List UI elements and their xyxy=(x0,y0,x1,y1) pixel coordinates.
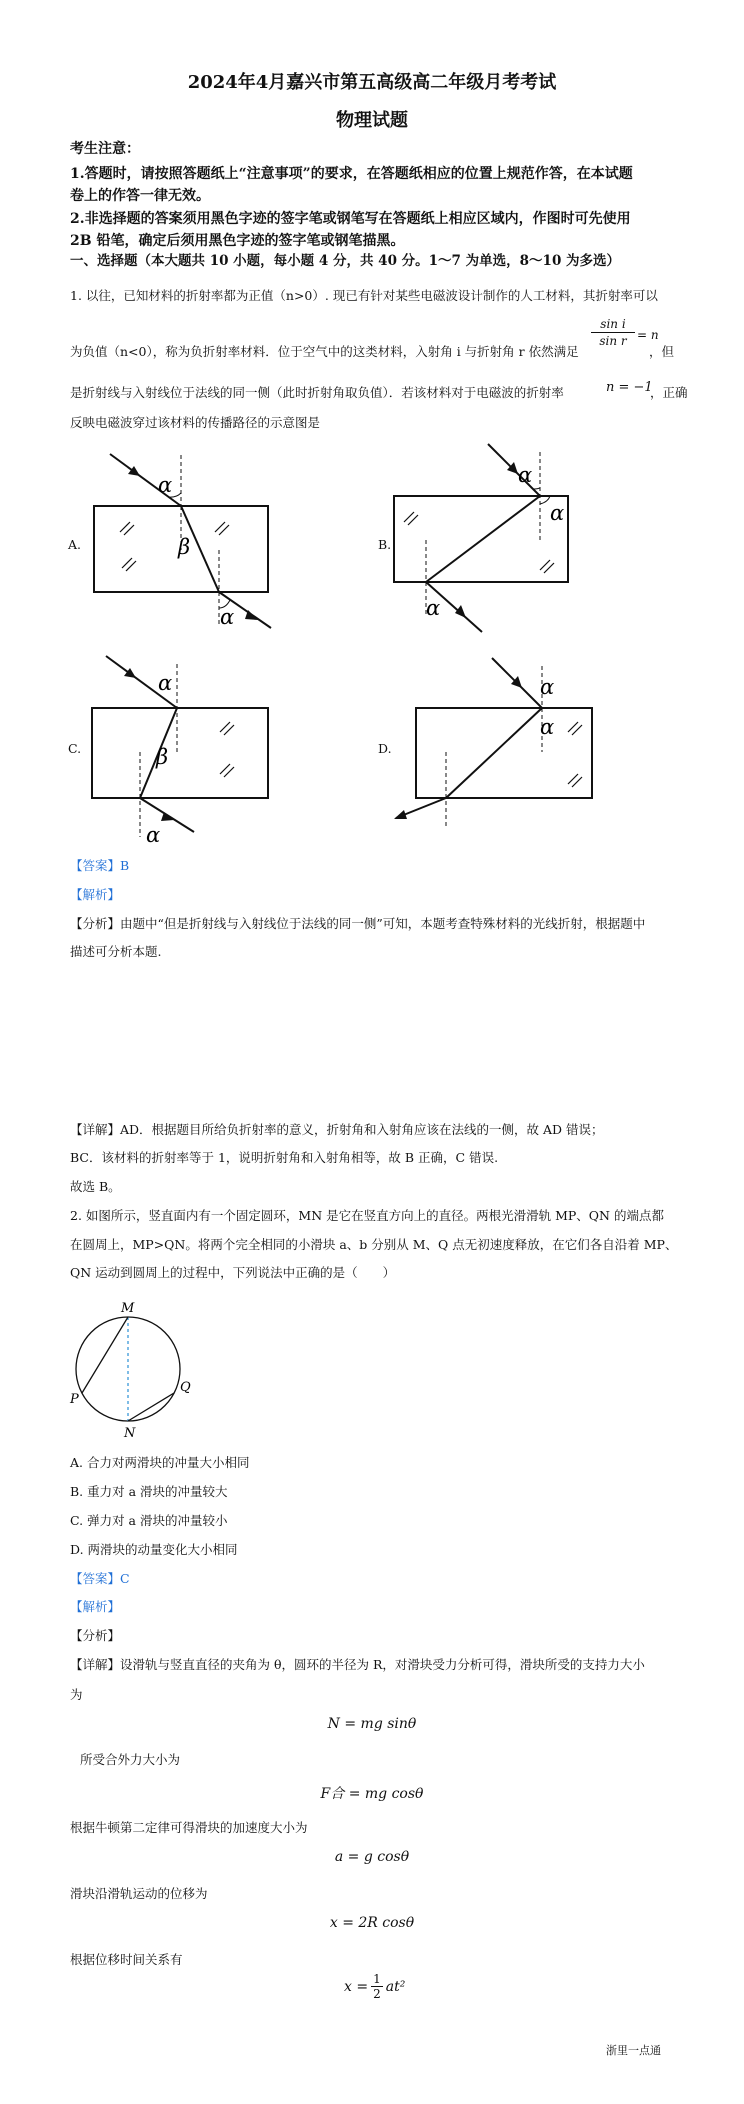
label-p: P xyxy=(70,1392,79,1407)
q1-line2a: 为负值（n<0），称为负折射率材料．位于空气中的这类材料，入射角 i 与折射角 r 依然满足 xyxy=(70,344,579,359)
q2-eq5-num: 1 xyxy=(373,1972,381,1986)
q1-detail-line1: 【详解】AD．根据题目所给负折射率的意义，折射角和入射角应该在法线的一侧，故 AD 错误； xyxy=(70,1122,604,1137)
q2-eq2: F合 = mg cosθ xyxy=(320,1786,424,1802)
footer-brand: 浙里一点通 xyxy=(606,2044,661,2057)
q1-diagram-d xyxy=(390,652,600,842)
label-m: M xyxy=(121,1301,135,1316)
material-block xyxy=(394,496,568,582)
q2-text-he: 所受合外力大小为 xyxy=(80,1752,181,1767)
beta-label: β xyxy=(178,535,191,559)
arrow-icon xyxy=(455,605,466,618)
q2-eq5-left: x = xyxy=(344,1978,369,1995)
material-block xyxy=(416,708,592,798)
hatch-marks xyxy=(220,722,234,777)
ring xyxy=(76,1317,180,1421)
q1-answer: 【答案】B xyxy=(70,858,130,873)
q2-eq5-right: at² xyxy=(385,1978,406,1995)
alpha-label: α xyxy=(220,605,235,629)
notice-item1-line2: 卷上的作答一律无效。 xyxy=(70,188,210,204)
q2-option-a: A. 合力对两滑块的冲量大小相同 xyxy=(70,1455,250,1470)
q1-fenxi-line2: 描述可分析本题. xyxy=(70,944,162,959)
hatch-marks xyxy=(120,522,229,571)
refracted-ray xyxy=(446,708,542,798)
track-mp xyxy=(82,1317,128,1393)
exam-title: 2024年4月嘉兴市第五高级高二年级月考考试 xyxy=(187,72,557,93)
beta-label: β xyxy=(156,745,169,769)
q1-diagram-b xyxy=(390,440,600,640)
q2-eq3: a = g cosθ xyxy=(334,1849,410,1865)
q2-eq4: x = 2R cosθ xyxy=(329,1915,415,1931)
q1-option-d-label: D. xyxy=(378,741,392,756)
alpha-label: α xyxy=(158,671,173,695)
label-n: N xyxy=(124,1426,136,1441)
refracted-ray xyxy=(426,496,540,582)
q1-detail-line3: 故选 B。 xyxy=(70,1179,121,1194)
alpha-label: α xyxy=(540,675,555,699)
q2-eq5-den: 2 xyxy=(373,1987,381,2001)
notice-heading: 考生注意： xyxy=(70,141,140,157)
q1-option-b-label: B. xyxy=(378,537,392,552)
hatch-marks xyxy=(568,722,582,787)
material-block xyxy=(92,708,268,798)
q2-line1: 2. 如图所示，竖直面内有一个固定圆环，MN 是它在竖直方向上的直径。两根光滑滑轨 MP、QN 的端点都 xyxy=(70,1208,664,1223)
track-qn xyxy=(128,1393,174,1421)
q1-line3-n: n = −1 xyxy=(606,380,653,395)
q1-detail-line2: BC．该材料的折射率等于 1，说明折射角和入射角相等，故 B 正确，C 错误. xyxy=(70,1150,499,1165)
alpha-label: α xyxy=(540,715,555,739)
q1-line4: 反映电磁波穿过该材料的传播路径的示意图是 xyxy=(70,415,321,430)
alpha-label: α xyxy=(550,501,565,525)
q2-detail-line1: 【详解】设滑轨与竖直直径的夹角为 θ，圆环的半径为 R，对滑块受力分析可得，滑块所受的支持力大小 xyxy=(70,1657,645,1672)
q2-fenxi: 【分析】 xyxy=(70,1628,121,1643)
q2-option-b: B. 重力对 a 滑块的冲量较大 xyxy=(70,1484,228,1499)
q2-line2: 在圆周上，MP>QN。将两个完全相同的小滑块 a、b 分别从 M、Q 点无初速度释放，在它们各自沿着 MP、 xyxy=(70,1237,678,1252)
q1-option-c-label: C. xyxy=(68,741,82,756)
q1-option-a-label: A. xyxy=(68,537,82,552)
q1-diagram-a xyxy=(90,450,300,640)
alpha-label: α xyxy=(426,596,441,620)
q2-answer: 【答案】C xyxy=(70,1571,130,1586)
angle-arc xyxy=(540,496,550,504)
angle-arc xyxy=(531,488,540,489)
q1-line1: 1. 以往，已知材料的折射率都为正值（n>0）. 现已有针对某些电磁波设计制作的人工材料，其折射率可以 xyxy=(70,288,658,303)
q2-text-time: 根据位移时间关系有 xyxy=(70,1952,183,1967)
q2-line3: QN 运动到圆周上的过程中，下列说法中正确的是（ ） xyxy=(70,1265,396,1280)
q2-option-d: D. 两滑块的动量变化大小相同 xyxy=(70,1542,238,1557)
q2-eq5-fraction xyxy=(371,1972,383,2001)
exam-subtitle: 物理试题 xyxy=(336,110,408,131)
q2-eq1: N = mg sinθ xyxy=(327,1716,417,1732)
notice-item2-line2: 2B 铅笔，确定后须用黑色字迹的签字笔或钢笔描黑。 xyxy=(70,233,405,249)
section1-heading: 一、选择题（本大题共 10 小题，每小题 4 分，共 40 分。1～7 为单选，8～10 为多选） xyxy=(70,253,621,269)
arrow-icon xyxy=(394,810,407,819)
q1-frac-num: sin i xyxy=(591,317,635,333)
notice-item2-line1: 2.非选择题的答案须用黑色字迹的签字笔或钢笔写在答题纸上相应区域内，作图时可先使用 xyxy=(70,211,631,227)
q2-circle-figure xyxy=(62,1295,212,1445)
q1-fenxi-line1: 【分析】由题中“但是折射线与入射线位于法线的同一侧”可知，本题考查特殊材料的光线折射，根据题中 xyxy=(70,916,646,931)
notice-item1-line1: 1.答题时，请按照答题纸上“注意事项”的要求，在答题纸相应的位置上规范作答，在本试题 xyxy=(70,166,633,182)
q2-eq5 xyxy=(344,1972,405,2001)
q1-analysis-tag: 【解析】 xyxy=(70,887,121,902)
alpha-label: α xyxy=(518,463,533,487)
label-q: Q xyxy=(180,1380,191,1395)
q1-line2b: ，但 xyxy=(649,344,675,359)
q2-analysis-tag: 【解析】 xyxy=(70,1599,121,1614)
q2-text-disp: 滑块沿滑轨运动的位移为 xyxy=(70,1886,208,1901)
q1-frac-den: sin r xyxy=(599,334,627,348)
q1-fraction xyxy=(591,317,635,348)
q1-frac-eq: = n xyxy=(637,328,659,342)
q2-detail-line2: 为 xyxy=(70,1687,83,1702)
q1-line3a: 是折射线与入射线位于法线的同一侧（此时折射角取负值）．若该材料对于电磁波的折射率 xyxy=(70,385,564,400)
q1-diagram-c xyxy=(90,652,300,852)
q2-text-newton: 根据牛顿第二定律可得滑块的加速度大小为 xyxy=(70,1820,308,1835)
alpha-label: α xyxy=(146,823,161,847)
q1-line3b: ，正确 xyxy=(650,385,688,400)
q2-option-c: C. 弹力对 a 滑块的冲量较小 xyxy=(70,1513,228,1528)
alpha-label: α xyxy=(158,473,173,497)
